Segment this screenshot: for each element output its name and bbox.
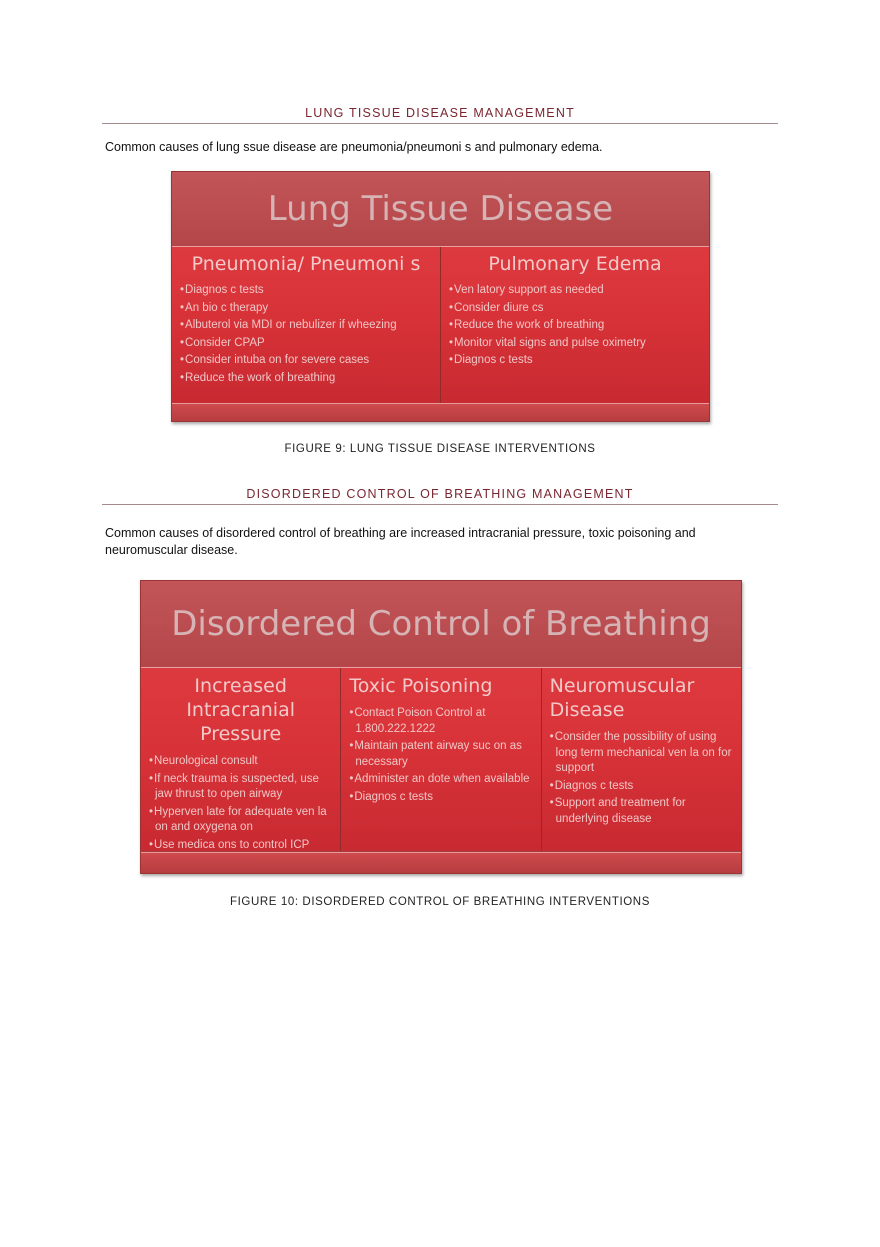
list-item: • Diagnos c tests (449, 353, 701, 369)
figure-10-caption: FIGURE 10: DISORDERED CONTROL OF BREATHING INTERVENTIONS (230, 896, 650, 908)
list-item: • Consider intuba on for severe cases (180, 353, 432, 369)
section-title-lung-tissue: LUNG TISSUE DISEASE MANAGEMENT (102, 106, 778, 124)
list-item: • Diagnos c tests (180, 283, 432, 299)
list-item: • Ven latory support as needed (449, 283, 701, 299)
diagram-title: Lung Tissue Disease (172, 172, 709, 247)
list-item: • Albuterol via MDI or nebulizer if wheezing (180, 318, 432, 334)
list-item: • Consider diure cs (449, 301, 701, 317)
lung-tissue-intro: Common causes of lung ssue disease are pneumonia/pneumoni s and pulmonary edema. (105, 140, 603, 154)
list-item: • Neurological consult (149, 754, 332, 770)
list-item: • Maintain patent airway suc on as necessary (349, 739, 532, 770)
diagram-column-pulmonary-edema (441, 247, 709, 403)
diagram-column-pneumonia (172, 247, 441, 403)
list-item: • Consider CPAP (180, 336, 432, 352)
column-heading: Increased Intracranial Pressure (186, 675, 296, 745)
diagram-title: Disordered Control of Breathing (141, 581, 741, 668)
section-title-disordered-control: DISORDERED CONTROL OF BREATHING MANAGEMENT (102, 487, 778, 505)
list-item: • An bio c therapy (180, 301, 432, 317)
list-item: • Administer an dote when available (349, 772, 532, 788)
disordered-control-intro: Common causes of disordered control of breathing are increased intracranial pressure, toxic poisoning and neuromuscular disease. (105, 526, 696, 557)
column-heading: Neuromuscular Disease (549, 675, 695, 721)
diagram-column-toxic-poisoning (341, 668, 541, 851)
list-item: • Diagnos c tests (550, 779, 733, 795)
list-item: • Reduce the work of breathing (180, 371, 432, 387)
diagram-column-neuromuscular-disease (542, 668, 741, 851)
list-item: • Consider the possibility of using long term mechanical ven la on for support (550, 730, 733, 777)
diagram-column-intracranial-pressure (141, 668, 341, 851)
list-item: • If neck trauma is suspected, use jaw thrust to open airway (149, 772, 332, 803)
list-item: • Reduce the work of breathing (449, 318, 701, 334)
diagram-footer-bar (141, 852, 741, 873)
list-item: • Monitor vital signs and pulse oximetry (449, 336, 701, 352)
list-item: • Diagnos c tests (349, 790, 532, 806)
list-item: • Contact Poison Control at 1.800.222.1222 (349, 706, 532, 737)
figure-9-caption: FIGURE 9: LUNG TISSUE DISEASE INTERVENTIONS (284, 443, 596, 455)
disordered-control-diagram (140, 580, 742, 874)
list-item: • Hyperven late for adequate ven la on and oxygena on (149, 805, 332, 836)
list-item: • Support and treatment for underlying disease (550, 796, 733, 827)
column-heading: Pneumonia/ Pneumoni s (191, 253, 421, 275)
diagram-footer-bar (172, 403, 709, 421)
column-heading: Toxic Poisoning (349, 675, 493, 697)
list-item: • Use medica ons to control ICP (149, 838, 332, 854)
column-heading: Pulmonary Edema (488, 253, 662, 275)
lung-tissue-diagram (171, 171, 710, 422)
